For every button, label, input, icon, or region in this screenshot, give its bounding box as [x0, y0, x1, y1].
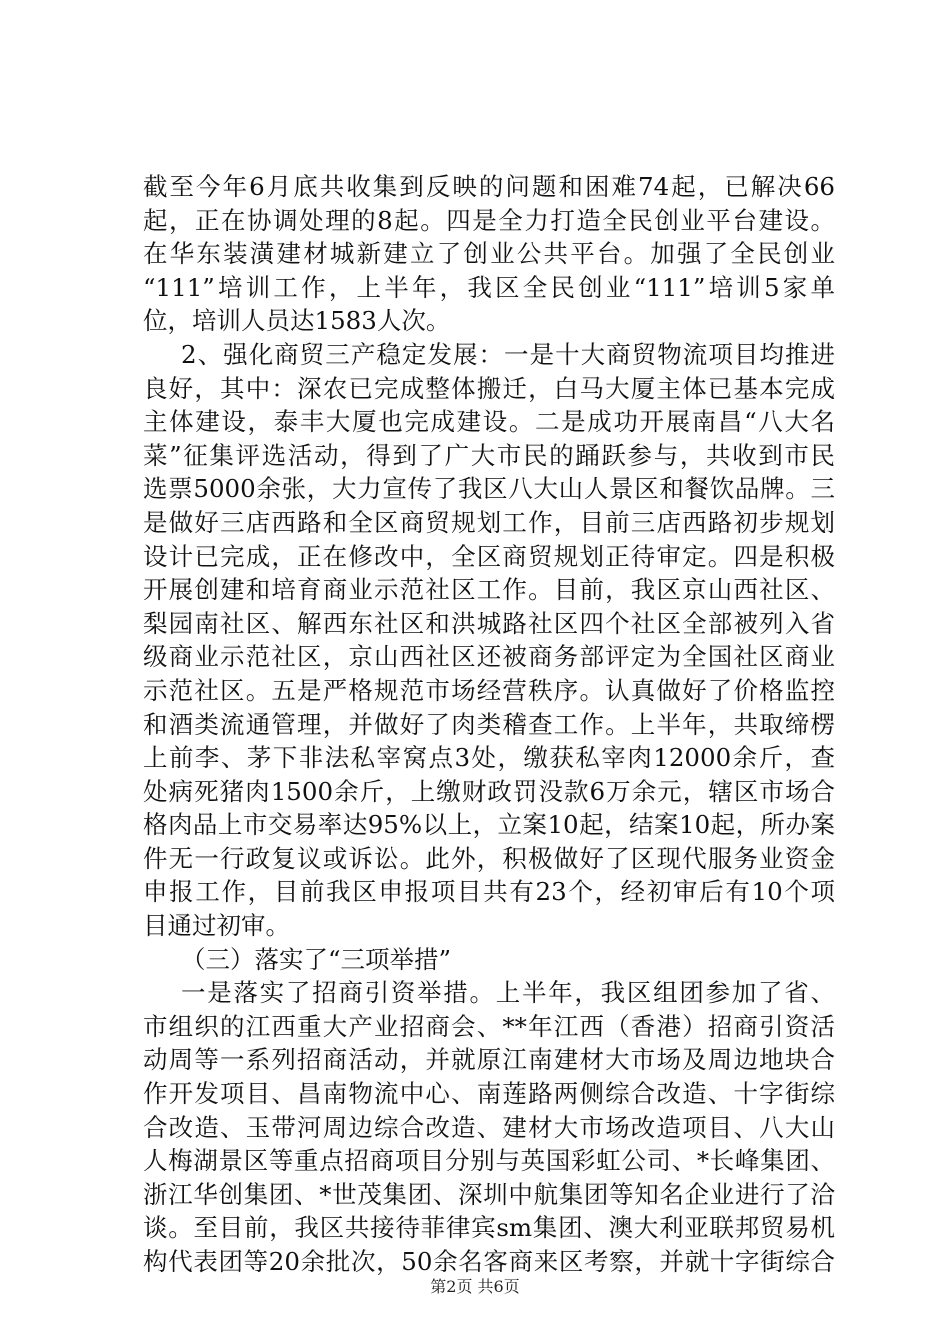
text-line: 作开发项目、昌南物流中心、南莲路两侧综合改造、十字街综	[143, 1079, 835, 1109]
body-text	[143, 170, 835, 1279]
text-line: 件无一行政复议或诉讼。此外，积极做好了区现代服务业资金	[143, 843, 835, 873]
text-line: 示范社区。五是严格规范市场经营秩序。认真做好了价格监控	[143, 675, 835, 705]
text-line: 目通过初审。	[143, 911, 290, 941]
text-line: 设计已完成，正在修改中，全区商贸规划正待审定。四是积极	[143, 541, 835, 571]
text-line: 上前李、茅下非法私宰窝点3处，缴获私宰肉12000余斤，查	[143, 743, 835, 773]
text-line: 格肉品上市交易率达95%以上，立案10起，结案10起，所办案	[143, 810, 835, 840]
section-heading: （三）落实了“三项举措”	[181, 944, 452, 974]
text-line: 人梅湖景区等重点招商项目分别与英国彩虹公司、*长峰集团、	[143, 1146, 835, 1176]
paragraph-start-line: 2、强化商贸三产稳定发展：一是十大商贸物流项目均推进	[181, 339, 835, 369]
text-line: 主体建设，泰丰大厦也完成建设。二是成功开展南昌“八大名	[143, 407, 835, 437]
text-line: 是做好三店西路和全区商贸规划工作，目前三店西路初步规划	[143, 507, 835, 537]
text-line: 起，正在协调处理的8起。四是全力打造全民创业平台建设。	[143, 205, 835, 235]
text-line: “111”培训工作，上半年，我区全民创业“111”培训5家单	[143, 272, 835, 302]
text-line: 动周等一系列招商活动，并就原江南建材大市场及周边地块合	[143, 1045, 835, 1075]
paragraph-start-line: 一是落实了招商引资举措。上半年，我区组团参加了省、	[181, 978, 835, 1008]
text-line: 构代表团等20余批次，50余名客商来区考察，并就十字街综合	[143, 1247, 835, 1276]
text-line: 梨园南社区、解西东社区和洪城路社区四个社区全部被列入省	[143, 608, 835, 638]
text-line: 申报工作，目前我区申报项目共有23个，经初审后有10个项	[143, 877, 835, 907]
page-number-footer: 第2页 共6页	[430, 1277, 520, 1296]
text-line: 和酒类流通管理，并做好了肉类稽查工作。上半年，共取缔楞	[143, 709, 835, 739]
text-line: 在华东装潢建材城新建立了创业公共平台。加强了全民创业	[143, 239, 835, 269]
text-line: 市组织的江西重大产业招商会、**年江西（香港）招商引资活	[143, 1011, 835, 1041]
text-line: 浙江华创集团、*世茂集团、深圳中航集团等知名企业进行了洽	[143, 1179, 835, 1209]
text-line: 截至今年6月底共收集到反映的问题和困难74起，已解决66	[143, 172, 835, 201]
text-line: 菜”征集评选活动，得到了广大市民的踊跃参与，共收到市民	[143, 440, 835, 470]
text-line: 谈。至目前，我区共接待菲律宾sm集团、澳大利亚联邦贸易机	[143, 1213, 835, 1243]
text-line: 级商业示范社区，京山西社区还被商务部评定为全国社区商业	[143, 642, 835, 672]
text-line: 位，培训人员达1583人次。	[143, 306, 451, 336]
text-line: 开展创建和培育商业示范社区工作。目前，我区京山西社区、	[143, 575, 835, 605]
text-line: 选票5000余张，大力宣传了我区八大山人景区和餐饮品牌。三	[143, 474, 835, 504]
text-line: 良好，其中：深农已完成整体搬迁，白马大厦主体已基本完成	[143, 373, 835, 403]
text-line: 合改造、玉带河周边综合改造、建材大市场改造项目、八大山	[143, 1112, 835, 1142]
text-line: 处病死猪肉1500余斤，上缴财政罚没款6万余元，辖区市场合	[143, 776, 835, 806]
